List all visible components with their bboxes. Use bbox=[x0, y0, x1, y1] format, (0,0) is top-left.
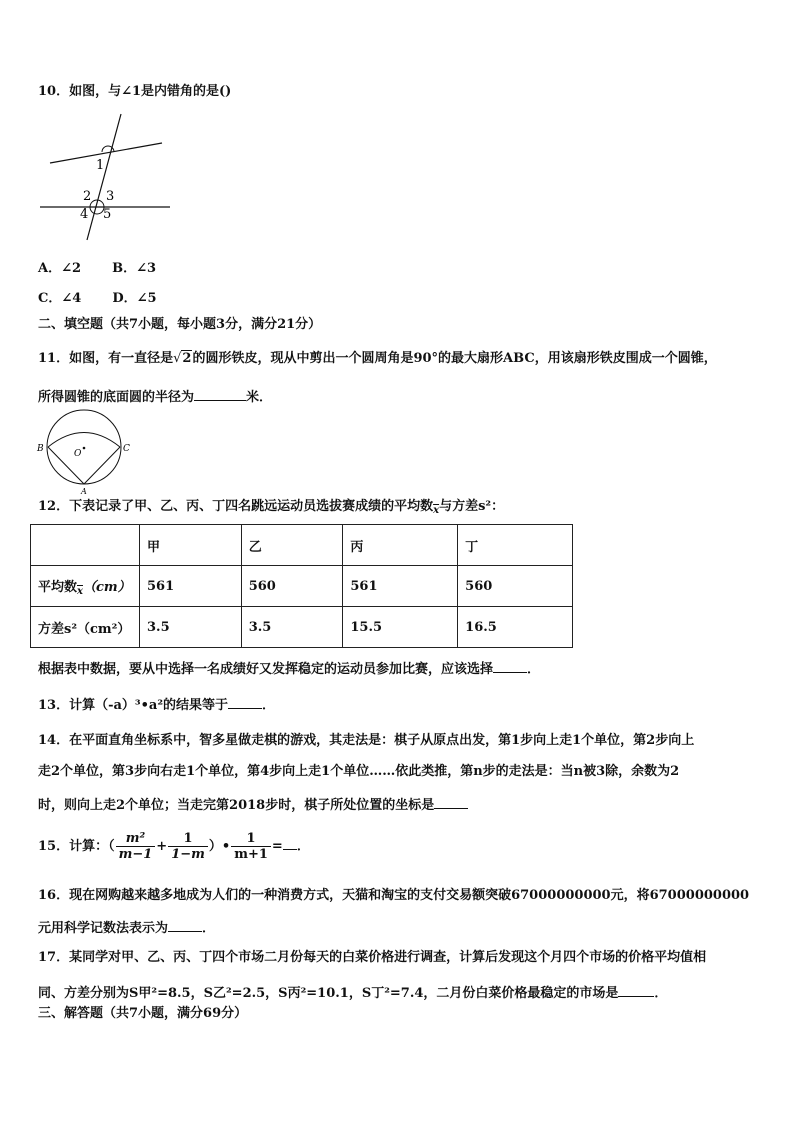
q11-radical: 2 bbox=[182, 351, 192, 366]
q11-label-o: O bbox=[74, 449, 82, 459]
q11-label-c: C bbox=[123, 444, 130, 454]
q13-line bbox=[38, 694, 275, 715]
q16-line2-text: 元用科学记数法表示为 bbox=[38, 921, 169, 936]
table-row-label-mean bbox=[31, 566, 140, 607]
table-header-jia: 甲 bbox=[140, 525, 242, 566]
q13-text: 13．计算（-a）³•a²的结果等于 bbox=[38, 698, 229, 713]
q11-line2-text: 所得圆锥的底面圆的半径为 bbox=[38, 390, 195, 405]
q11-figure bbox=[34, 408, 138, 496]
q15-fraction-2 bbox=[168, 831, 208, 862]
mean-label-xbar: x bbox=[77, 585, 83, 597]
table-cell bbox=[31, 525, 140, 566]
table-cell: 15.5 bbox=[343, 607, 458, 648]
section2-heading: 二、填空题（共7小题，每小题3分，满分21分） bbox=[38, 317, 322, 332]
q12-stem bbox=[38, 498, 504, 520]
q12-after-text: 根据表中数据，要从中选择一名成绩好又发挥稳定的运动员参加比赛，应该选择 bbox=[38, 662, 494, 677]
q16-line2 bbox=[38, 917, 215, 938]
q11-line2-end: 米． bbox=[246, 390, 273, 405]
q10-label-2: 2 bbox=[83, 189, 92, 204]
q14-line1: 14．在平面直角坐标系中，智多星做走棋的游戏，其走法是：棋子从原点出发，第1步向上走1个单位，第2步向上 bbox=[38, 733, 695, 748]
q15-f1-denominator: m−1 bbox=[118, 847, 153, 862]
table-header-bing: 丙 bbox=[343, 525, 458, 566]
q16-answer-blank[interactable] bbox=[168, 917, 202, 932]
q10-option-a: A．∠2 bbox=[38, 261, 82, 276]
q14-answer-blank[interactable] bbox=[434, 794, 468, 809]
q10-stem: 10．如图，与∠1是内错角的是() bbox=[38, 84, 232, 99]
q11-pre: 11．如图，有一直径是 bbox=[38, 351, 174, 366]
q15-line bbox=[38, 828, 310, 866]
table-cell: 561 bbox=[140, 566, 242, 607]
q10-option-d: D．∠5 bbox=[112, 291, 157, 306]
q17-line1: 17．某同学对甲、乙、丙、丁四个市场二月份每天的白菜价格进行调查，计算后发现这个月四个市场的价格平均值相 bbox=[38, 950, 707, 965]
mean-label-pre: 平均数 bbox=[38, 579, 78, 595]
q11-line2 bbox=[38, 386, 272, 407]
q15-fraction-1 bbox=[116, 831, 156, 862]
q15-f2-denominator: 1−m bbox=[171, 847, 205, 862]
q12-after-end: ． bbox=[527, 662, 541, 677]
mean-label-post: （cm） bbox=[82, 579, 131, 595]
table-cell: 3.5 bbox=[241, 607, 343, 648]
q12-stem-xbar: x bbox=[433, 505, 440, 516]
table-cell: 561 bbox=[343, 566, 458, 607]
q15-equals: = bbox=[271, 839, 283, 854]
q17-line2-text: 同、方差分别为S甲²=8.5，S乙²=2.5，S丙²=10.1，S丁²=7.4，二月份白菜价格最稳定的市场是 bbox=[38, 986, 619, 1001]
q13-answer-blank[interactable] bbox=[228, 694, 262, 709]
q17-line2 bbox=[38, 982, 667, 1003]
table-header-row bbox=[31, 525, 573, 566]
q12-stem-post: 与方差s²： bbox=[439, 499, 505, 514]
q14-line3 bbox=[38, 794, 468, 815]
q10-label-5: 5 bbox=[103, 207, 112, 222]
table-header-yi: 乙 bbox=[241, 525, 343, 566]
q12-stem-pre: 12．下表记录了甲、乙、丙、丁四名跳远运动员选拔赛成绩的平均数 bbox=[38, 499, 434, 514]
q11-line1 bbox=[38, 350, 717, 368]
table-row-mean bbox=[31, 566, 573, 607]
q15-period: ． bbox=[296, 839, 310, 854]
q11-post: 的圆形铁皮，现从中剪出一个圆周角是90°的最大扇形ABC，用该扇形铁皮围成一个圆锥， bbox=[192, 351, 717, 366]
table-cell: 3.5 bbox=[140, 607, 242, 648]
q10-label-4: 4 bbox=[80, 207, 89, 222]
q12-after bbox=[38, 658, 540, 679]
table-cell: 16.5 bbox=[458, 607, 573, 648]
q14-line2: 走2个单位，第3步向右走1个单位，第4步向上走1个单位……依此类推，第n步的走法是：当n被3除，余数为2 bbox=[38, 764, 680, 779]
q15-answer-blank[interactable] bbox=[283, 829, 297, 850]
section3-heading: 三、解答题（共7小题，满分69分） bbox=[38, 1006, 248, 1021]
q11-answer-blank[interactable] bbox=[194, 386, 246, 401]
q10-label-1: 1 bbox=[96, 158, 105, 173]
table-header-ding: 丁 bbox=[458, 525, 573, 566]
q15-f3-numerator: 1 bbox=[231, 831, 271, 847]
sqrt-symbol: √ bbox=[173, 351, 182, 366]
q11-label-b: B bbox=[37, 444, 44, 454]
q15-f2-numerator: 1 bbox=[168, 831, 208, 847]
q16-line1: 16．现在网购越来越多地成为人们的一种消费方式，天猫和淘宝的支付交易额突破67000000000元，将67000000000 bbox=[38, 888, 750, 903]
q17-answer-blank[interactable] bbox=[618, 982, 654, 997]
q15-plus: + bbox=[156, 839, 168, 854]
table-cell: 560 bbox=[458, 566, 573, 607]
q10-label-3: 3 bbox=[106, 189, 115, 204]
q12-table bbox=[30, 524, 573, 648]
q15-f3-denominator: m+1 bbox=[234, 847, 268, 862]
q11-label-a: A bbox=[81, 487, 87, 496]
q15-close: ）• bbox=[208, 839, 231, 854]
q15-pre: 15．计算：（ bbox=[38, 839, 115, 854]
table-row-label-variance: 方差s²（cm²） bbox=[31, 607, 140, 648]
q10-option-c: C．∠4 bbox=[38, 291, 82, 306]
q13-end: ． bbox=[262, 698, 276, 713]
table-row-variance bbox=[31, 607, 573, 648]
q10-figure bbox=[36, 110, 176, 245]
q10-option-b: B．∠3 bbox=[112, 261, 157, 276]
table-cell: 560 bbox=[241, 566, 343, 607]
q15-fraction-3 bbox=[231, 831, 271, 862]
q15-f1-numerator: m² bbox=[116, 831, 156, 847]
q14-line3-text: 时，则向上走2个单位；当走完第2018步时，棋子所处位置的坐标是 bbox=[38, 798, 435, 813]
q16-line2-end: ． bbox=[202, 921, 216, 936]
q12-answer-blank[interactable] bbox=[493, 658, 527, 673]
q17-line2-end: ． bbox=[654, 986, 668, 1001]
